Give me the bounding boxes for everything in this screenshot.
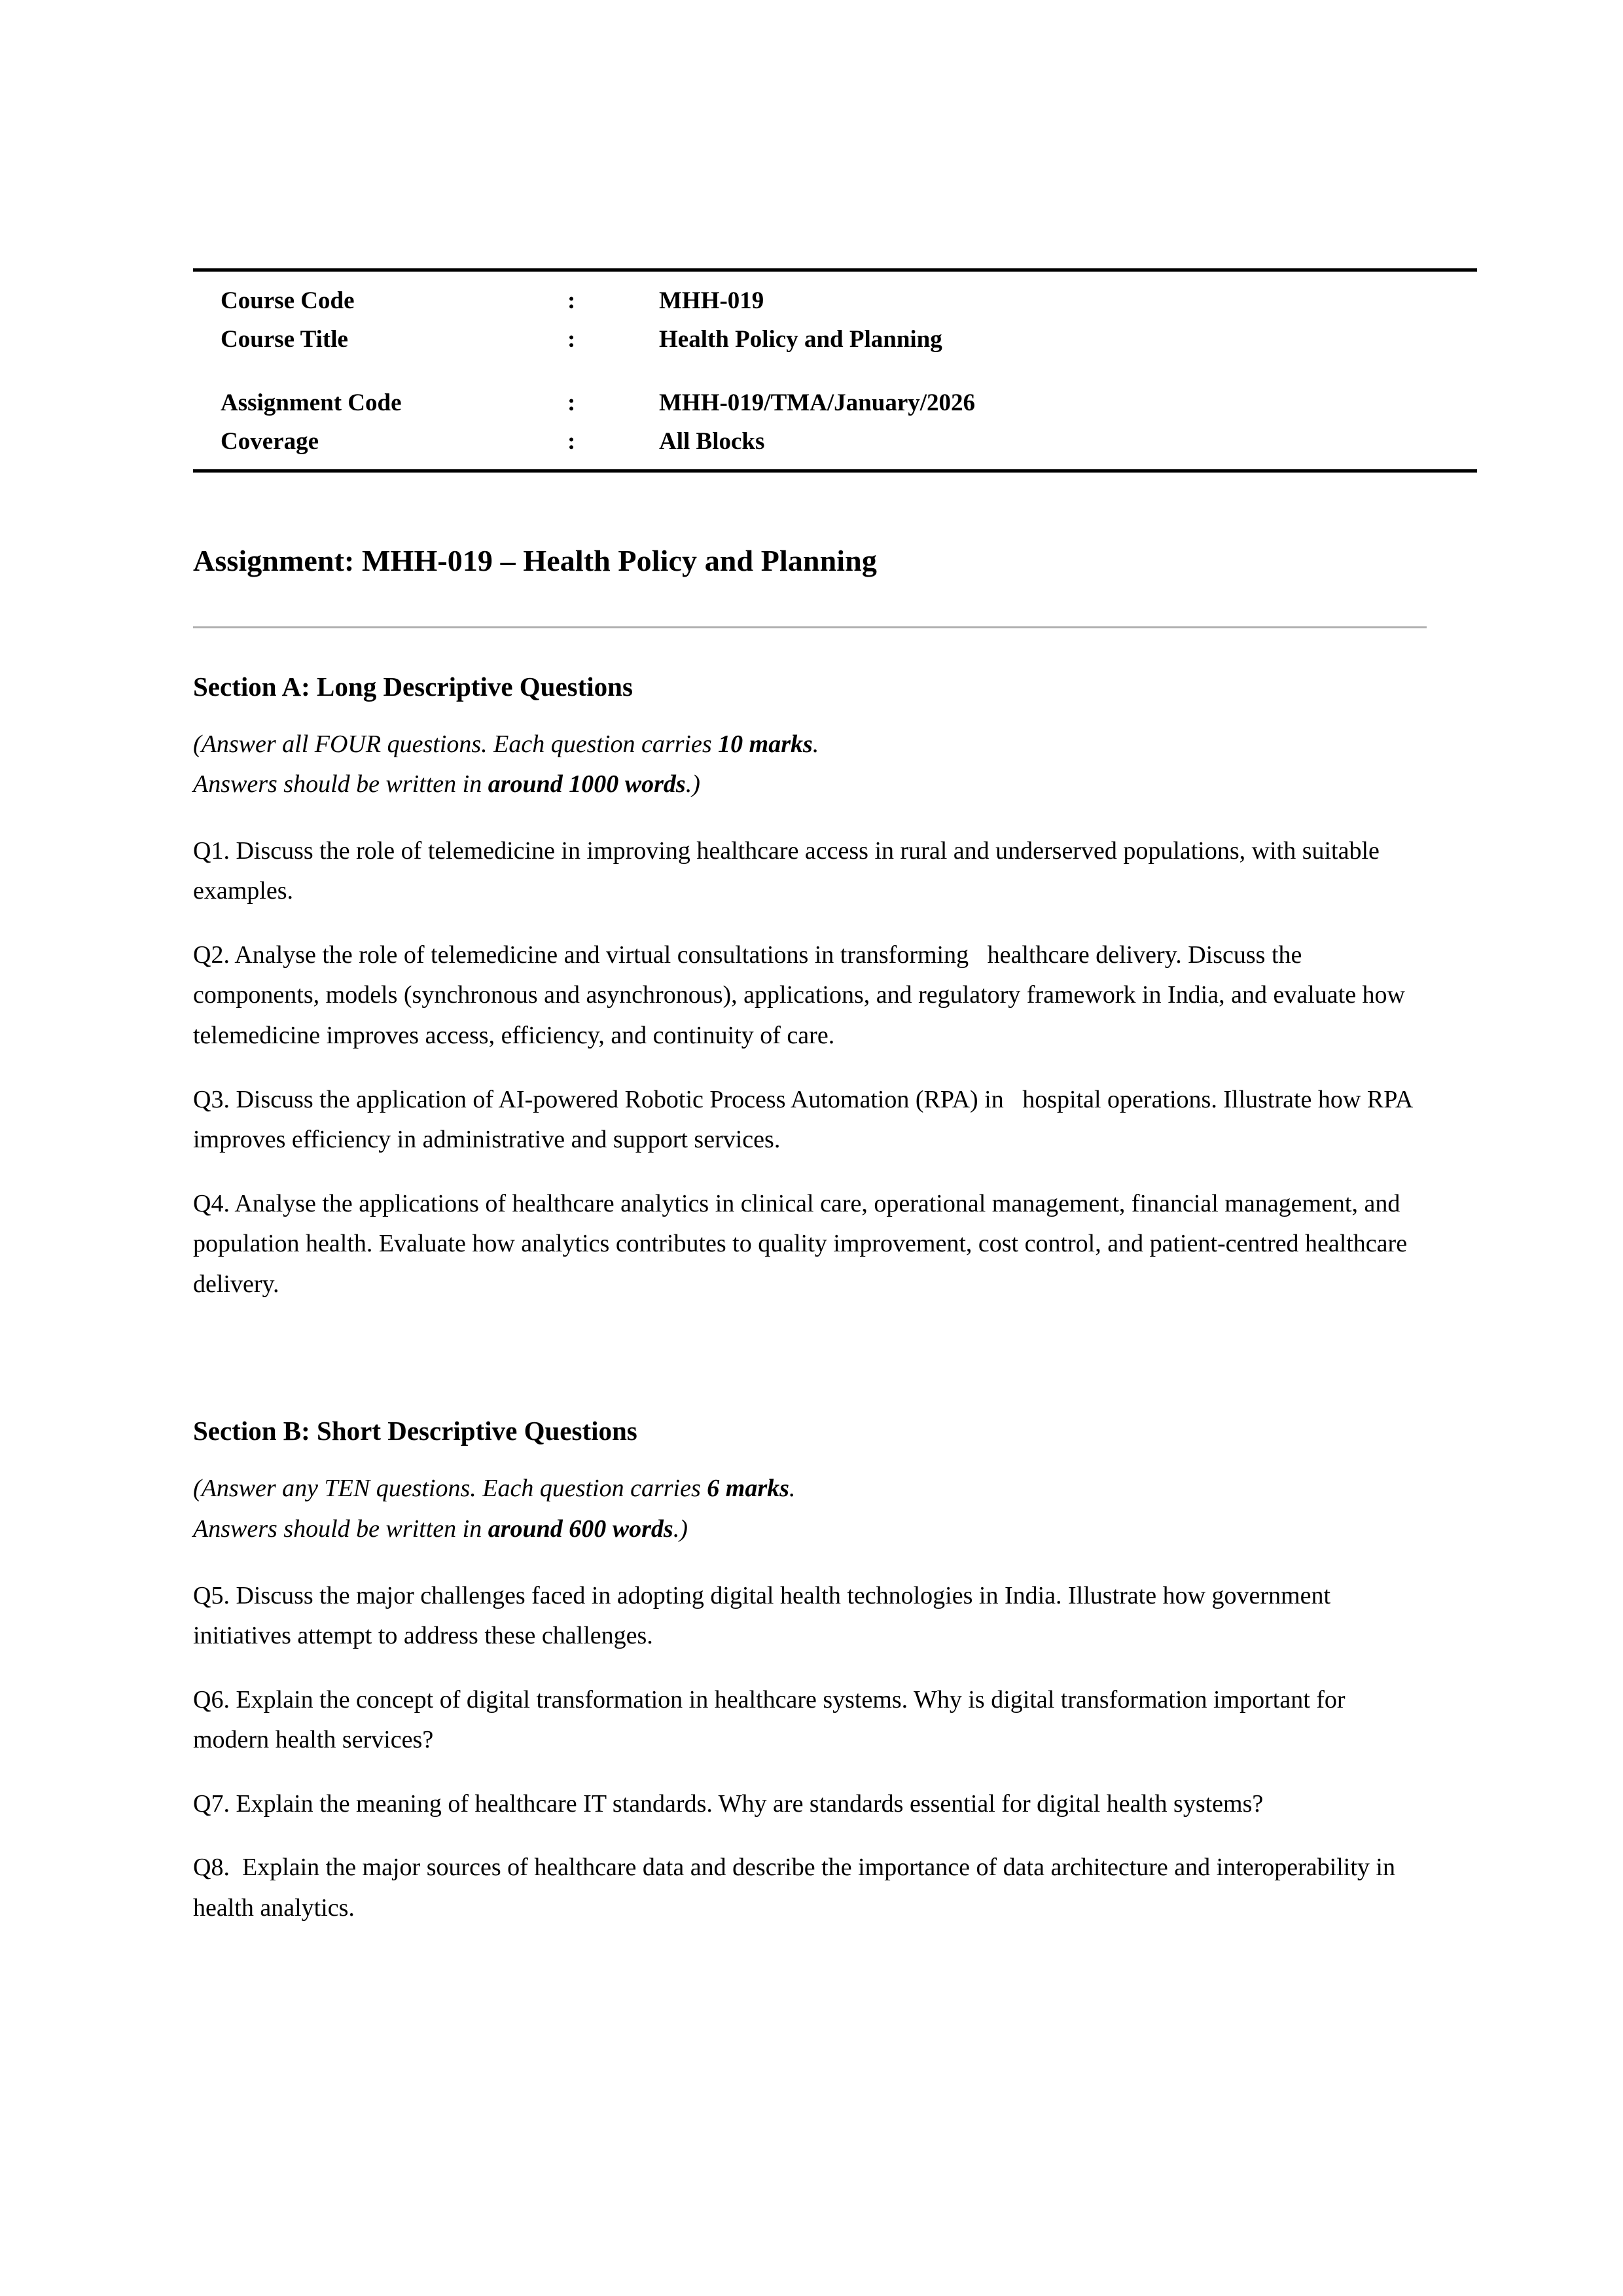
meta-value-course-code: MHH-019	[659, 287, 764, 314]
section-a-instructions	[193, 725, 1414, 805]
section-a-marks-value: 10 marks	[718, 730, 813, 758]
section-b-instructions	[193, 1469, 1414, 1549]
section-b-wordcount-value: around 600 words	[488, 1515, 673, 1543]
meta-value-assignment-code: MHH-019/TMA/January/2026	[659, 389, 976, 416]
table-row	[193, 429, 1477, 471]
section-a-instruction-line2-pre: Answers should be written in	[193, 770, 488, 798]
meta-colon-course-title: :	[567, 326, 576, 353]
question-q3: Q3. Discuss the application of AI-powered Robotic Process Automation (RPA) in hospital operations. Illustrate how RPA improves efficiency in administrative and support services.	[193, 1085, 1418, 1154]
meta-colon-coverage: :	[567, 428, 576, 455]
meta-label-course-title: Course Title	[221, 326, 348, 353]
question-q1: Q1. Discuss the role of telemedicine in improving healthcare access in rural and underserved populations, with suitable examples.	[193, 836, 1386, 905]
question-q4: Q4. Analyse the applications of healthcare analytics in clinical care, operational management, financial management, and population health. Evaluate how analytics contributes to quality improvement, cost control, and patient-centred healthcare delivery.	[193, 1189, 1414, 1298]
section-a-instruction-line2-post: .)	[685, 770, 700, 798]
table-row	[193, 270, 1477, 328]
section-b-instruction-line1-pre: (Answer any TEN questions. Each question carries	[193, 1475, 707, 1503]
course-meta-table	[193, 268, 1477, 473]
section-b-heading: Section B: Short Descriptive Questions	[193, 1416, 637, 1446]
section-a-instruction-line1-pre: (Answer all FOUR questions. Each question carries	[193, 730, 719, 758]
meta-colon-assignment-code: :	[567, 389, 576, 416]
section-a-instruction-line1-post: .	[812, 730, 819, 758]
section-b-questions	[193, 1576, 1414, 1929]
section-a-questions	[193, 831, 1418, 1304]
section-b-marks-value: 6 marks	[707, 1475, 789, 1503]
table-row	[193, 327, 1477, 391]
question-q2: Q2. Analyse the role of telemedicine and virtual consultations in transforming healthcare delivery. Discuss the components, models (synchronous and asynchronous), applications, and regulatory framework in India, and evaluate how telemedicine improves access, efficiency, and continuity of care.	[193, 941, 1412, 1050]
section-a-heading: Section A: Long Descriptive Questions	[193, 671, 633, 702]
section-b-instruction-line1-post: .	[789, 1475, 796, 1503]
section-a-wordcount-value: around 1000 words	[488, 770, 686, 798]
meta-colon-course-code: :	[567, 287, 576, 314]
meta-label-assignment-code: Assignment Code	[221, 389, 402, 416]
table-row	[193, 391, 1477, 429]
title-divider	[193, 626, 1427, 628]
meta-value-coverage: All Blocks	[659, 428, 765, 455]
page-title: Assignment: MHH-019 – Health Policy and Planning	[193, 544, 877, 577]
section-b-instruction-line2-post: .)	[673, 1515, 688, 1543]
question-q6: Q6. Explain the concept of digital transformation in healthcare systems. Why is digital transformation important for modern health services?	[193, 1685, 1352, 1754]
question-q8: Q8. Explain the major sources of healthcare data and describe the importance of data architecture and interoperability in health analytics.	[193, 1854, 1402, 1922]
meta-label-coverage: Coverage	[221, 428, 319, 455]
section-b-instruction-line2-pre: Answers should be written in	[193, 1515, 488, 1543]
question-q7: Q7. Explain the meaning of healthcare IT standards. Why are standards essential for digital health systems?	[193, 1789, 1264, 1818]
question-q5: Q5. Discuss the major challenges faced in adopting digital health technologies in India. Illustrate how government initiatives attempt to address these challenges.	[193, 1581, 1337, 1650]
course-meta-table-body	[193, 270, 1477, 471]
meta-value-course-title: Health Policy and Planning	[659, 326, 942, 353]
meta-label-course-code: Course Code	[221, 287, 355, 314]
